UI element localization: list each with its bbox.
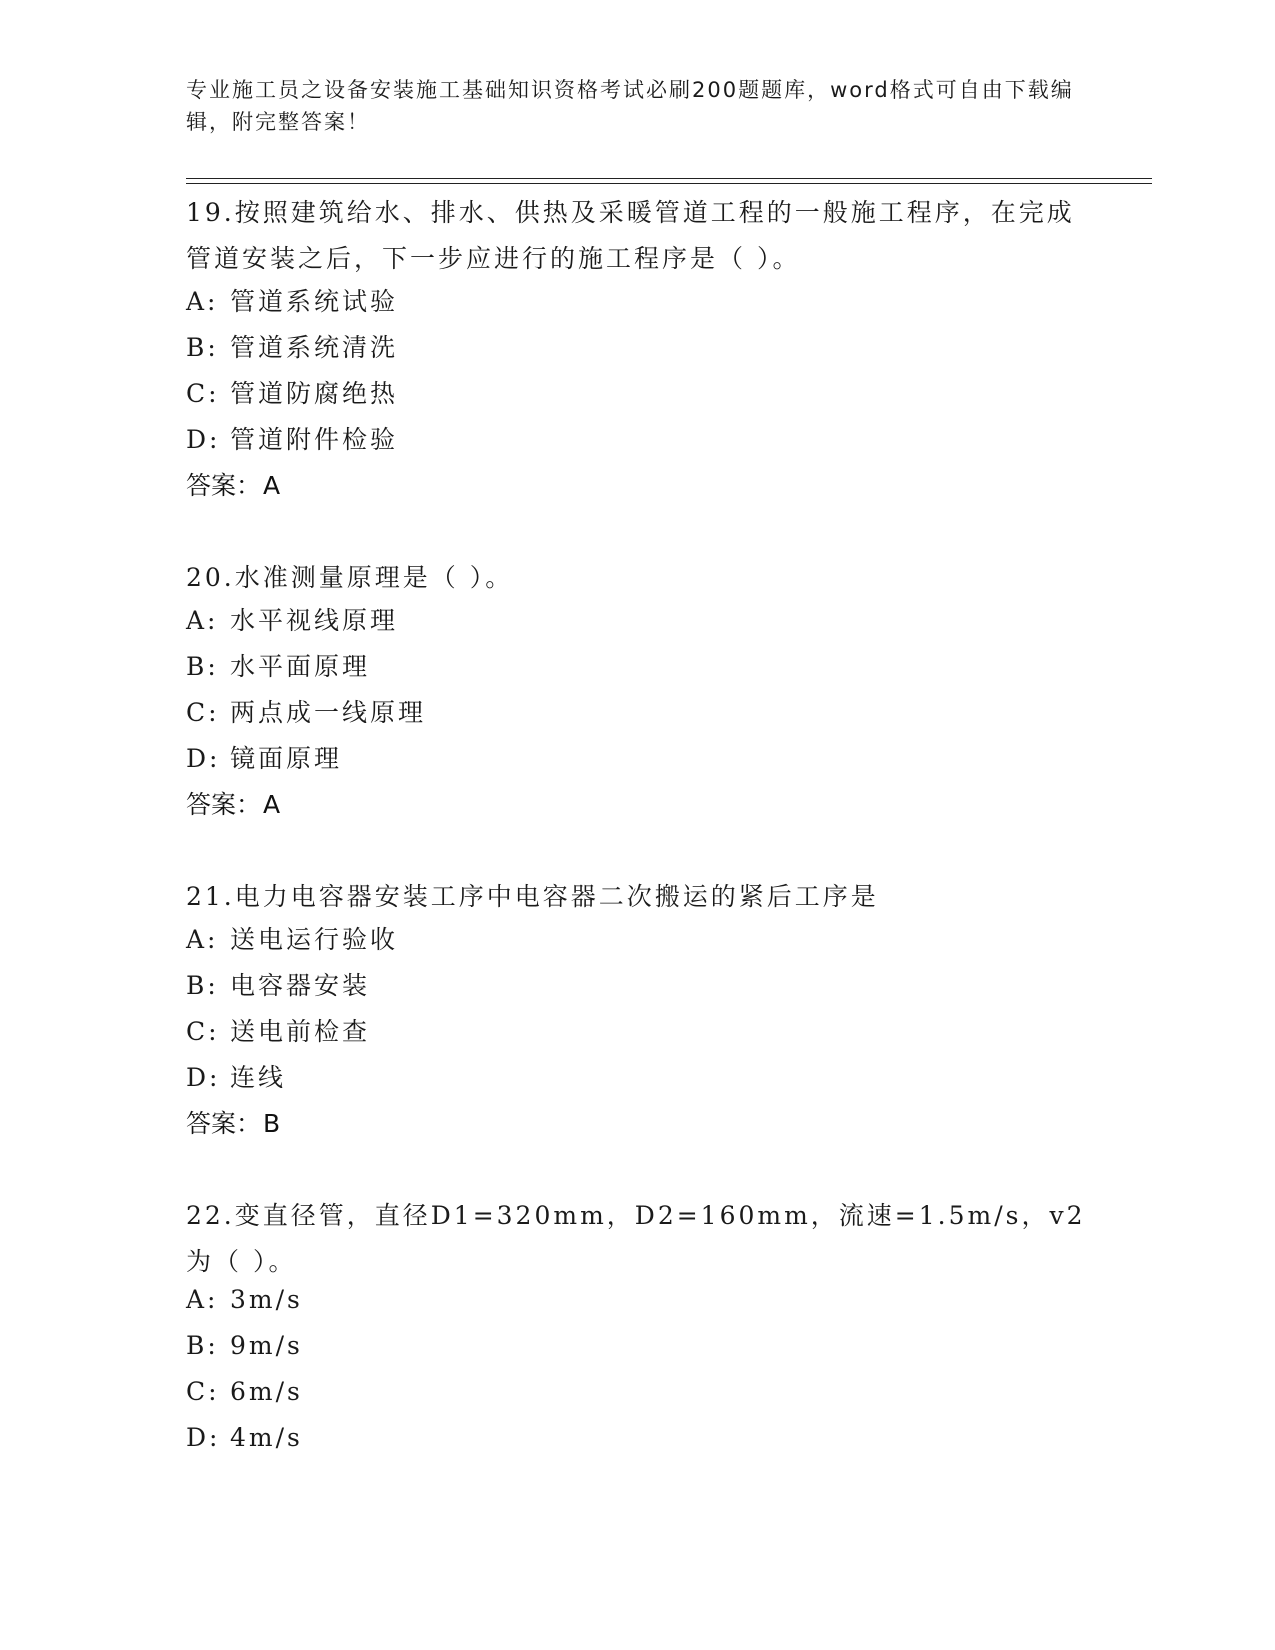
answer-label: 答案：	[186, 790, 262, 819]
option-letter: D:	[186, 425, 221, 454]
option-text: 水平面原理	[230, 652, 371, 681]
option-letter: B:	[186, 1331, 219, 1360]
option-text: 电容器安装	[230, 971, 371, 1000]
option-letter: D:	[186, 1423, 221, 1452]
option-c	[186, 374, 1086, 420]
document-header: 专业施工员之设备安装施工基础知识资格考试必刷200题题库，word格式可自由下载编辑，附完整答案！	[186, 78, 1074, 134]
header-divider-top	[186, 178, 1152, 179]
answer-line	[186, 466, 1086, 512]
option-c	[186, 1012, 1086, 1058]
answer-line	[186, 1104, 1086, 1150]
option-c	[186, 1377, 1086, 1423]
question-21	[186, 874, 1086, 1150]
option-letter: C:	[186, 698, 220, 727]
option-letter: A:	[186, 1285, 219, 1314]
option-b	[186, 647, 1086, 693]
option-letter: B:	[186, 333, 219, 362]
question-19	[186, 190, 1086, 512]
option-text: 管道防腐绝热	[230, 379, 399, 408]
option-text: 9m/s	[230, 1331, 303, 1360]
option-b	[186, 328, 1086, 374]
option-text: 6m/s	[230, 1377, 303, 1406]
option-d	[186, 739, 1086, 785]
answer-line	[186, 785, 1086, 831]
option-letter: A:	[186, 287, 219, 316]
answer-label: 答案：	[186, 471, 262, 500]
option-b	[186, 1331, 1086, 1377]
option-b	[186, 966, 1086, 1012]
option-text: 连线	[230, 1063, 287, 1092]
option-text: 镜面原理	[230, 744, 343, 773]
option-letter: A:	[186, 925, 219, 954]
option-text: 3m/s	[230, 1285, 303, 1314]
option-letter: D:	[186, 1063, 221, 1092]
option-text: 管道系统试验	[230, 287, 399, 316]
question-20	[186, 555, 1086, 831]
option-letter: C:	[186, 379, 220, 408]
option-letter: A:	[186, 606, 219, 635]
option-letter: B:	[186, 652, 219, 681]
question-22	[186, 1193, 1086, 1469]
option-letter: B:	[186, 971, 219, 1000]
question-stem: 22.变直径管，直径D1=320mm，D2=160mm，流速=1.5m/s，v2为（ ）。	[186, 1201, 1086, 1276]
answer-label: 答案：	[186, 1109, 262, 1138]
question-stem: 20.水准测量原理是（ ）。	[186, 563, 514, 592]
option-text: 管道系统清洗	[230, 333, 399, 362]
option-text: 管道附件检验	[230, 425, 399, 454]
option-letter: C:	[186, 1377, 220, 1406]
answer-value: A	[263, 790, 281, 819]
option-c	[186, 693, 1086, 739]
option-letter: D:	[186, 744, 221, 773]
option-text: 水平视线原理	[230, 606, 399, 635]
question-stem: 21.电力电容器安装工序中电容器二次搬运的紧后工序是	[186, 882, 879, 911]
option-a	[186, 1285, 1086, 1331]
option-letter: C:	[186, 1017, 220, 1046]
option-a	[186, 282, 1086, 328]
option-text: 送电运行验收	[230, 925, 399, 954]
option-a	[186, 601, 1086, 647]
option-d	[186, 1423, 1086, 1469]
answer-value: B	[263, 1109, 281, 1138]
question-stem: 19.按照建筑给水、排水、供热及采暖管道工程的一般施工程序，在完成管道安装之后，下一步应进行的施工程序是（ ）。	[186, 198, 1075, 273]
option-d	[186, 420, 1086, 466]
option-text: 两点成一线原理	[230, 698, 427, 727]
option-text: 送电前检查	[230, 1017, 371, 1046]
option-d	[186, 1058, 1086, 1104]
answer-value: A	[263, 471, 281, 500]
header-divider-bottom	[186, 183, 1152, 184]
option-text: 4m/s	[230, 1423, 303, 1452]
option-a	[186, 920, 1086, 966]
